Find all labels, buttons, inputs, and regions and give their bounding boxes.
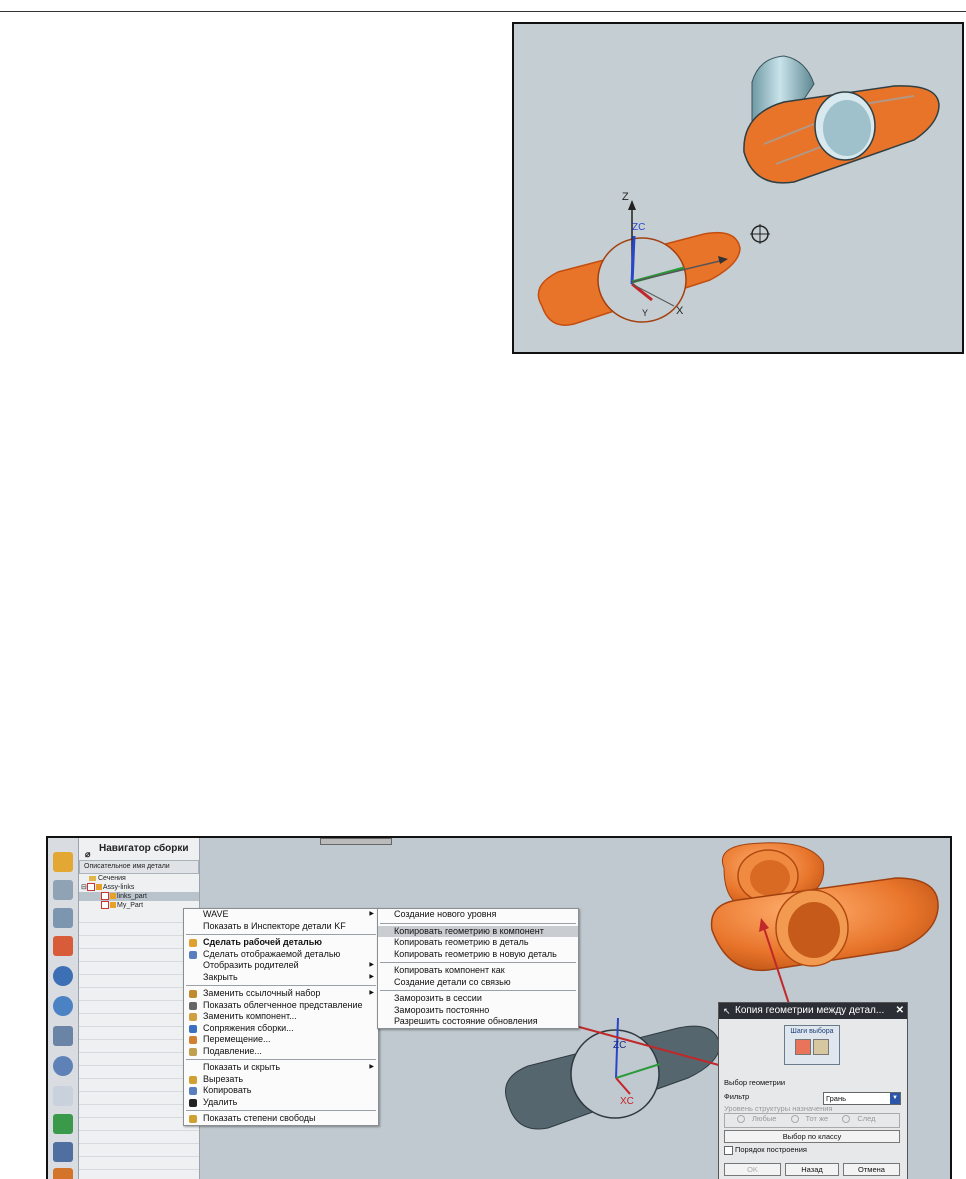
context-menu (183, 908, 379, 1126)
menu-item-label: Показать в Инспекторе детали KF (203, 920, 346, 931)
menu-item[interactable] (378, 937, 578, 949)
resource-bar (48, 838, 79, 1179)
visibility-checkbox[interactable] (101, 892, 109, 900)
menu-item-label: Заморозить постоянно (394, 1004, 490, 1015)
submenu-arrow-icon: ▶ (369, 973, 374, 980)
viewport-drawing (514, 24, 962, 352)
menu-item-label: WAVE (203, 909, 229, 919)
nx-screenshot (46, 836, 952, 1179)
menu-item[interactable] (184, 1097, 378, 1109)
menu-separator (186, 985, 376, 986)
part-icon (110, 893, 116, 899)
radio-same[interactable]: Тот же (785, 1114, 829, 1123)
menu-item-label: Копировать (203, 1085, 252, 1095)
navigator-title (79, 838, 199, 860)
navigator-empty-row (79, 1053, 199, 1066)
viewport-scroll-handle[interactable] (320, 838, 392, 845)
wave-submenu (377, 908, 579, 1029)
navigator-empty-row (79, 1157, 199, 1170)
menu-item-label: Заменить компонент... (203, 1011, 297, 1021)
radio-any[interactable]: Любые (731, 1114, 776, 1123)
viewport-label-zc: ZC (613, 1040, 627, 1051)
menu-item[interactable] (184, 1085, 378, 1097)
navigator-empty-row (79, 975, 199, 988)
menu-item[interactable] (378, 993, 578, 1005)
cancel-button[interactable]: Отмена (843, 1163, 900, 1176)
tree-node-label: Assy-links (102, 884, 135, 891)
select-body-step-icon[interactable] (795, 1039, 811, 1055)
menu-separator (380, 923, 576, 924)
hd3d-tools-icon[interactable] (53, 966, 73, 986)
visibility-checkbox[interactable] (87, 883, 95, 891)
menu-item-icon (189, 939, 197, 947)
build-order-checkbox[interactable] (724, 1145, 807, 1155)
upper-part (744, 56, 939, 183)
menu-item-icon (189, 1002, 197, 1010)
column-header[interactable]: Описательное имя детали (79, 860, 199, 874)
build-order-label: Порядок построения (735, 1145, 807, 1154)
menu-item[interactable] (378, 1016, 578, 1028)
navigator-empty-row (79, 910, 199, 923)
menu-item[interactable] (184, 1062, 378, 1074)
menu-item-label: Копировать геометрию в деталь (394, 937, 529, 947)
menu-separator (380, 962, 576, 963)
menu-separator (186, 1110, 376, 1111)
navigator-empty-row (79, 1001, 199, 1014)
axis-label-zc: ZC (632, 222, 646, 233)
menu-item-label: Разрешить состояние обновления (394, 1016, 538, 1026)
checkbox[interactable] (724, 1146, 733, 1155)
menu-item[interactable] (184, 960, 378, 972)
assembly-navigator-panel (79, 838, 200, 1179)
crosshair-icon (750, 224, 770, 244)
chevron-down-icon[interactable]: ▼ (890, 1093, 900, 1104)
steps-label: Шаги выбора (790, 1028, 834, 1035)
menu-item-label: Удалить (203, 1096, 238, 1107)
navigator-empty-row (79, 1092, 199, 1105)
menu-item-icon (189, 1087, 197, 1095)
menu-item[interactable] (184, 1000, 378, 1012)
axis-label-z: Z (622, 191, 629, 203)
menu-item-label: Копировать компонент как (394, 965, 505, 975)
part-navigator-icon[interactable] (53, 908, 73, 928)
dialog-title: Копия геометрии между детал... (735, 1005, 885, 1016)
tree-node-label: My_Part (117, 902, 144, 909)
selection-steps-group (784, 1025, 840, 1065)
menu-item-icon (189, 951, 197, 959)
menu-item-icon (189, 1115, 197, 1123)
part-icon (110, 902, 116, 908)
palettes-icon[interactable] (53, 1168, 73, 1179)
menu-item-label: Заморозить в сессии (394, 993, 482, 1003)
menu-item-label: Копировать геометрию в компонент (394, 925, 544, 936)
menu-item[interactable] (184, 1034, 378, 1046)
menu-item-icon (189, 1048, 197, 1056)
navigator-empty-row (79, 1066, 199, 1079)
visibility-checkbox[interactable] (101, 901, 109, 909)
select-by-class-button[interactable]: Выбор по классу (724, 1130, 900, 1143)
menu-separator (380, 990, 576, 991)
navigator-empty-row (79, 1170, 199, 1179)
clock-icon[interactable] (53, 1056, 73, 1076)
menu-item[interactable] (184, 1011, 378, 1023)
menu-item-icon (189, 990, 197, 998)
roles-icon[interactable] (53, 1114, 73, 1134)
menu-item-label: Сделать рабочей деталью (203, 937, 322, 947)
axis-label-y: Y (642, 308, 649, 318)
dialog-menu-icon[interactable]: ↖ (723, 1006, 731, 1016)
submenu-arrow-icon: ▶ (369, 911, 374, 917)
wave-geometry-linker-dialog (718, 1002, 908, 1179)
process-studio-icon[interactable] (53, 1086, 73, 1106)
history-icon[interactable] (53, 1026, 73, 1046)
menu-item-label: Показать степени свободы (203, 1113, 316, 1123)
tree-node-my-part[interactable] (79, 901, 199, 910)
navigator-empty-row (79, 1014, 199, 1027)
reuse-library-icon[interactable] (53, 936, 73, 956)
tree-node-assy-links[interactable] (79, 883, 199, 892)
navigator-empty-row (79, 1131, 199, 1144)
menu-item[interactable] (184, 1023, 378, 1035)
web-browser-icon[interactable] (53, 996, 73, 1016)
menu-item-icon (189, 1099, 197, 1107)
menu-item-label: Закрыть (203, 971, 238, 982)
menu-item-label: Перемещение... (203, 1034, 271, 1044)
tree-node-label: Сечения (98, 875, 126, 882)
filter-value: Грань (826, 1094, 847, 1103)
navigator-empty-row (79, 1118, 199, 1131)
menu-item-label: Копировать геометрию в новую деталь (394, 948, 557, 959)
menu-item-label: Создание нового уровня (394, 909, 497, 919)
navigator-empty-row (79, 949, 199, 962)
filter-select[interactable] (823, 1092, 901, 1105)
navigator-empty-rows (79, 910, 199, 1179)
submenu-arrow-icon: ▶ (369, 1064, 374, 1070)
menu-item[interactable] (378, 909, 578, 921)
menu-item[interactable] (378, 977, 578, 989)
folder-icon (89, 876, 96, 881)
menu-item[interactable] (184, 1074, 378, 1086)
menu-item[interactable] (378, 949, 578, 961)
menu-item[interactable] (184, 949, 378, 961)
navigator-empty-row (79, 988, 199, 1001)
target-level-label: Уровень структуры назначения (724, 1104, 833, 1113)
pin-icon[interactable]: ⌀ (85, 849, 91, 859)
cad-viewport-top[interactable] (512, 22, 964, 354)
navigator-empty-row (79, 923, 199, 936)
menu-item[interactable] (184, 937, 378, 949)
menu-item-label: Показать и скрыть (203, 1062, 281, 1072)
menu-item[interactable] (378, 965, 578, 977)
back-button[interactable]: Назад (785, 1163, 839, 1176)
navigator-empty-row (79, 936, 199, 949)
viewport-label-xc: XC (620, 1096, 634, 1107)
system-materials-icon[interactable] (53, 1142, 73, 1162)
menu-item-icon (189, 1013, 197, 1021)
menu-item-label: Сделать отображаемой деталью (203, 948, 341, 959)
menu-item[interactable] (184, 909, 378, 921)
menu-item[interactable] (184, 921, 378, 933)
menu-item-label: Сопряжения сборки... (203, 1022, 294, 1033)
menu-item-label: Вырезать (203, 1073, 244, 1084)
constraint-navigator-icon[interactable] (53, 880, 73, 900)
tree-node-links-part[interactable] (79, 892, 199, 901)
navigator-empty-row (79, 1040, 199, 1053)
navigator-empty-row (79, 1105, 199, 1118)
navigator-empty-row (79, 1144, 199, 1157)
tree-node-sections[interactable] (79, 874, 199, 883)
collapse-icon[interactable]: ⊟ (81, 884, 87, 891)
target-level-radio-group (724, 1113, 900, 1128)
menu-item-label: Подавление... (203, 1045, 262, 1056)
tree-node-label: links_part (117, 893, 147, 900)
navigator-empty-row (79, 1079, 199, 1092)
gray-part (506, 1018, 721, 1129)
menu-item-label: Показать облегченное представление (203, 999, 363, 1010)
menu-item-icon (189, 1036, 197, 1044)
ok-button[interactable]: OK (724, 1163, 781, 1176)
menu-item-label: Отобразить родителей (203, 960, 299, 970)
menu-separator (186, 934, 376, 935)
menu-item[interactable] (378, 926, 578, 938)
filter-label: Фильтр (724, 1092, 750, 1101)
settings-step-icon[interactable] (813, 1039, 829, 1055)
menu-separator (186, 1059, 376, 1060)
menu-item[interactable] (378, 1005, 578, 1017)
menu-item-icon (189, 1076, 197, 1084)
navigator-empty-row (79, 1027, 199, 1040)
dialog-titlebar[interactable] (719, 1003, 907, 1019)
submenu-arrow-icon: ▶ (369, 990, 374, 996)
menu-item[interactable] (184, 1113, 378, 1125)
top-rule (0, 11, 966, 12)
submenu-arrow-icon: ▶ (369, 962, 374, 968)
menu-item-label: Заменить ссылочный набор (203, 988, 321, 998)
axis-label-x: X (676, 305, 684, 317)
menu-item[interactable] (184, 1046, 378, 1058)
assembly-icon (96, 884, 102, 890)
assembly-navigator-icon[interactable] (53, 852, 73, 872)
navigator-title-text: Навигатор сборки (99, 843, 189, 854)
close-icon[interactable]: ✕ (895, 1005, 904, 1016)
menu-item-icon (189, 1025, 197, 1033)
menu-item[interactable] (184, 972, 378, 984)
orange-highlighted-part (712, 843, 939, 971)
geometry-label: Выбор геометрии (724, 1078, 786, 1087)
menu-item[interactable] (184, 988, 378, 1000)
radio-next[interactable]: След (836, 1114, 875, 1123)
menu-item-label: Создание детали со связью (394, 976, 511, 987)
navigator-empty-row (79, 962, 199, 975)
